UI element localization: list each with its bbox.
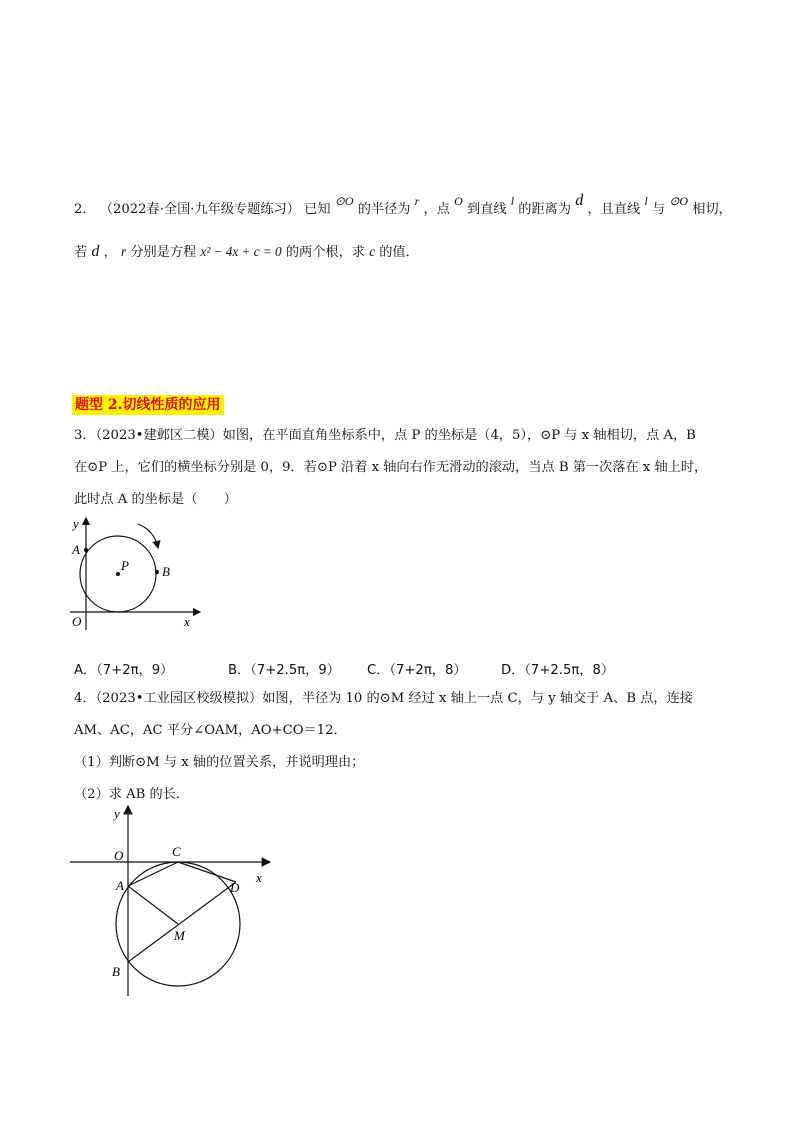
q2-text: 的半径为 xyxy=(357,202,411,217)
q3-label-b: B xyxy=(162,564,170,579)
variable-r: r xyxy=(120,244,127,259)
q3-line-1: 3．（2023•建邺区二模）如图，在平面直角坐标系中，点 P 的坐标是（4，5），⊙P 与 x 轴相切，点 A，B xyxy=(74,428,696,443)
variable-r: r xyxy=(414,194,420,208)
q2-line-1 xyxy=(74,192,732,219)
q4-label-b: B xyxy=(112,964,120,979)
q4-segment-am xyxy=(128,886,178,924)
point-o: O xyxy=(454,194,463,208)
q4-segment-bd xyxy=(128,882,236,962)
q2-text: ，且直线 xyxy=(587,202,641,217)
q3-label-x: x xyxy=(184,614,190,629)
q2-line-2 xyxy=(74,243,419,262)
q4-label-x: x xyxy=(256,870,262,885)
q4-label-a: A xyxy=(116,878,124,893)
q2-text: 到直线 xyxy=(466,202,507,217)
q2-text: ，点 xyxy=(423,202,450,217)
q4-part-2: （2）求 AB 的长． xyxy=(74,787,190,802)
q2-source: （2022春·全国·九年级专题练习） xyxy=(99,202,300,217)
q3-option-d[interactable]: D．（7+2.5π，8） xyxy=(501,663,615,678)
q4-line-1: 4．（2023•工业园区校级模拟）如图，半径为 10 的⊙M 经过 x 轴上一点 C，与 y 轴交于 A、B 点，连接 xyxy=(74,691,693,706)
q2-text: 的两个根，求 xyxy=(285,245,365,260)
line-l: l xyxy=(510,194,515,208)
q2-text: 与 xyxy=(651,202,666,217)
q2-text: 若 xyxy=(74,245,88,260)
q2-text: 已知 xyxy=(304,202,331,217)
q3-point-a xyxy=(84,548,88,552)
circle-o-symbol: ⊙O xyxy=(334,194,354,208)
q3-option-b[interactable]: B．（7+2.5π，9） xyxy=(228,663,340,678)
q3-option-a[interactable]: A．（7+2π，9） xyxy=(74,663,174,678)
line-l: l xyxy=(644,194,648,208)
q3-label-a: A xyxy=(72,542,80,557)
q4-segment-ac xyxy=(128,862,178,886)
q4-label-y: y xyxy=(114,806,120,821)
q2-number: 2． xyxy=(74,202,96,217)
equation: x² − 4x + c = 0 xyxy=(200,244,282,259)
q4-part-1: （1）判断⊙M 与 x 轴的位置关系，并说明理由； xyxy=(74,755,365,770)
q2-text: 的值． xyxy=(379,245,419,260)
q4-label-o: O xyxy=(114,848,124,863)
variable-c: c xyxy=(369,244,376,259)
q3-option-c[interactable]: C．（7+2π，8） xyxy=(367,663,467,678)
section-heading: 题型 2.切线性质的应用 xyxy=(72,395,224,415)
q2-text: 相切， xyxy=(692,202,732,217)
q4-label-c: C xyxy=(172,844,181,859)
q4-label-m: M xyxy=(174,928,185,943)
q3-label-y: y xyxy=(73,516,79,531)
q3-point-p xyxy=(116,572,120,576)
q3-label-p: P xyxy=(121,558,129,573)
q3-point-b xyxy=(155,570,159,574)
q2-text: ， xyxy=(103,245,117,260)
q2-text: 分别是方程 xyxy=(130,245,197,260)
q3-figure xyxy=(60,512,220,634)
q4-label-d: D xyxy=(230,880,240,895)
q4-segment-cd xyxy=(178,862,236,882)
circle-o-symbol: ⊙O xyxy=(669,194,689,208)
variable-d: d xyxy=(575,192,584,209)
q3-line-2: 在⊙P 上，它们的横坐标分别是 0，9．若⊙P 沿着 x 轴向右作无滑动的滚动，当点 B 第一次落在 x 轴上时， xyxy=(74,460,708,475)
q3-line-3: 此时点 A 的坐标是（ ） xyxy=(74,492,237,507)
q3-label-o: O xyxy=(72,614,82,629)
variable-d: d xyxy=(91,243,100,260)
q4-line-2: AM、AC，AC 平分∠OAM，AO+CO＝12． xyxy=(74,723,347,738)
q4-figure xyxy=(60,800,280,1000)
q2-text: 的距离为 xyxy=(518,202,572,217)
